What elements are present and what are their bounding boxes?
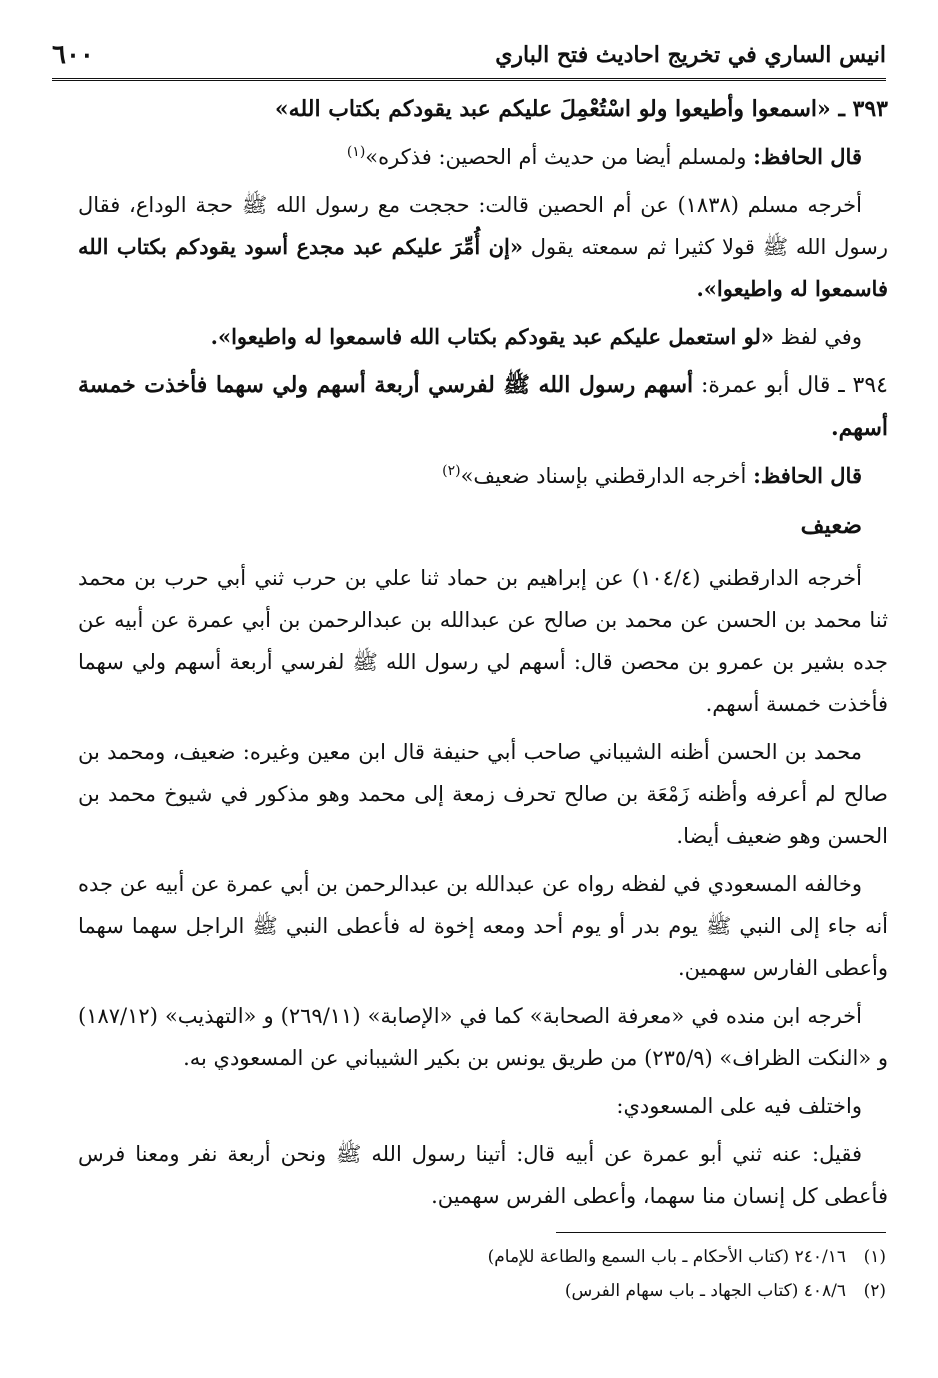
hafiz-label: قال الحافظ: [753, 144, 862, 169]
footnote-ref-1: (١) [346, 144, 366, 160]
hadith-394-text: أسهم رسول الله ﷺ لفرسي أربعة أسهم ولي سهما فأخذت خمسة أسهم. [78, 372, 888, 441]
paragraph: فقيل: عنه ثني أبو عمرة عن أبيه قال: أتينا رسول الله ﷺ ونحن أربعة نفر ومعنا فرس فأعطى كل إنسان منا سهما، وأعطى الفرس سهمين. [78, 1142, 888, 1208]
hafiz-note-394 [78, 455, 888, 497]
footnote-mark: (٢) [863, 1281, 886, 1301]
takhrij-393 [78, 184, 888, 310]
variant-quote: «لو استعمل عليكم عبد يقودكم بكتاب الله فاسمعوا له واطيعوا». [210, 324, 774, 349]
footnotes [56, 1240, 886, 1308]
header-rule [52, 78, 886, 81]
page-header [52, 34, 886, 76]
paragraph: أخرجه ابن منده في «معرفة الصحابة» كما في «الإصابة» (٢٦٩/١١) و «التهذيب» (١٨٧/١٢) و «النكت الظراف» (٢٣٥/٩) من طريق يونس بن بكير الشيباني عن المسعودي به. [78, 1004, 888, 1070]
paragraph: محمد بن الحسن أظنه الشيباني صاحب أبي حنيفة قال ابن معين وغيره: ضعيف، ومحمد بن صالح لم أعرفه وأظنه زَمْعَة بن صالح تحرف زمعة إلى محمد وهو مذكور في شيوخ محمد بن الحسن وهو ضعيف أيضا. [78, 740, 888, 848]
hadith-393-title: ٣٩٣ ـ «اسمعوا وأطيعوا ولو اسْتُعْمِلَ عليكم عبد يقودكم بكتاب الله» [274, 96, 888, 122]
variant-text: وفي لفظ [774, 325, 862, 349]
book-title: انيس الساري في تخريج احاديث فتح الباري [495, 42, 886, 68]
hafiz-text: أخرجه الدارقطني بإسناد ضعيف» [460, 464, 754, 488]
footnote-rule [556, 1232, 886, 1233]
footnote-text: ٢٤٠/١٦ (كتاب الأحكام ـ باب السمع والطاعة للإمام) [487, 1247, 846, 1267]
hadith-394-title [78, 364, 888, 449]
grade-label: ضعيف [800, 512, 862, 539]
takhrij-text: أخرجه مسلم (١٨٣٨) عن أم الحصين قالت: حججت مع رسول الله ﷺ حجة الوداع، فقال رسول الله ﷺ قولا كثيرا ثم سمعته يقول [78, 193, 888, 259]
footnote-1 [56, 1240, 886, 1274]
footnote-text: ٤٠٨/٦ (كتاب الجهاد ـ باب سهام الفرس) [564, 1281, 846, 1301]
footnote-2 [56, 1274, 886, 1308]
hafiz-text: ولمسلم أيضا من حديث أم الحصين: فذكره» [365, 145, 754, 169]
main-text [78, 88, 888, 1223]
page-number: ٦٠٠ [52, 40, 94, 70]
paragraph: أخرجه الدارقطني (١٠٤/٤) عن إبراهيم بن حماد ثنا علي بن حرب ثني أبي حرب بن محمد ثنا محمد بن الحسن عن محمد بن صالح عن عبدالله بن عبدالرحمن بن أبي عمرة عن أبيه عن جده بشير بن عمرو بن محصن قال: أسهم لي رسول الله ﷺ لفرسي أربعة أسهم ولي سهما فأخذت خمسة أسهم. [78, 566, 888, 716]
hafiz-note-393 [78, 136, 888, 178]
variant-393 [78, 316, 888, 358]
hadith-394-number: ٣٩٤ ـ قال أبو عمرة: [693, 373, 888, 398]
paragraph: واختلف فيه على المسعودي: [616, 1094, 862, 1118]
takhrij-quote: «إن أُمِّرَ عليكم عبد مجدع أسود يقودكم بكتاب الله فاسمعوا له واطيعوا». [78, 234, 888, 301]
paragraph: وخالفه المسعودي في لفظه رواه عن عبدالله بن عبدالرحمن بن أبي عمرة عن أبيه عن جده أنه جاء إلى النبي ﷺ يوم بدر أو يوم أحد ومعه إخوة له فأعطى النبي ﷺ الراجل سهما سهما وأعطى الفارس سهمين. [78, 872, 888, 980]
footnote-mark: (١) [863, 1247, 886, 1267]
hafiz-label: قال الحافظ: [753, 463, 862, 488]
footnote-ref-2: (٢) [442, 463, 461, 479]
